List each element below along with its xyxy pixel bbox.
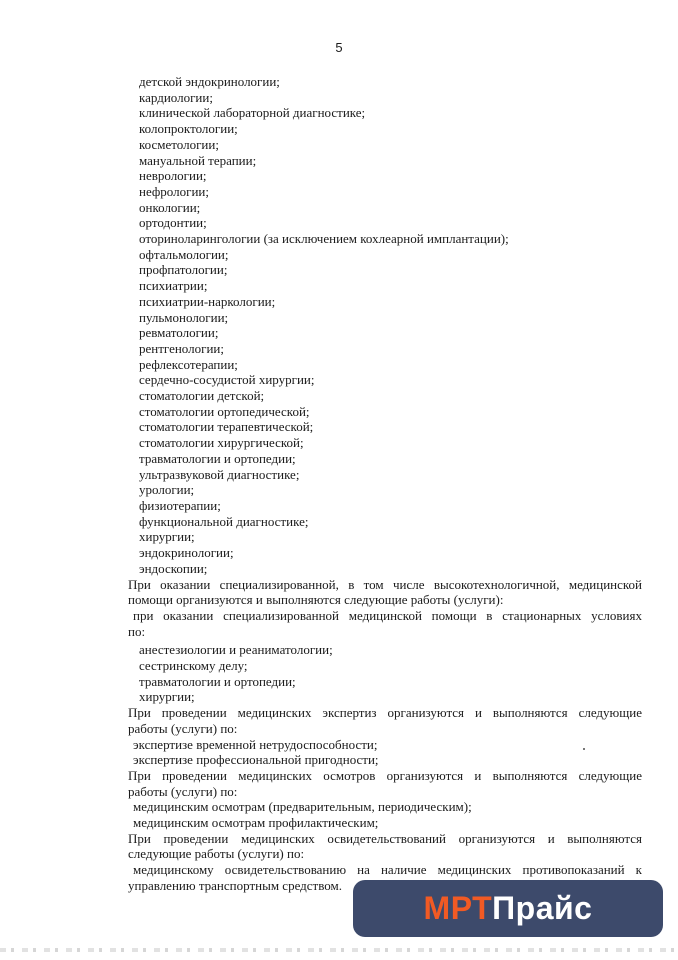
- exams-intro-line-2: работы (услуги) по:: [128, 783, 238, 799]
- specialty-item: онкологии;: [139, 199, 201, 215]
- expertise-item: экспертизе временной нетрудоспособности;: [133, 736, 378, 752]
- specialty-item: офтальмологии;: [139, 246, 229, 262]
- certification-intro-line-2: следующие работы (услуги) по:: [128, 846, 305, 862]
- specialty-item: стоматологии ортопедической;: [139, 403, 310, 419]
- specialty-item: психиатрии-наркологии;: [139, 293, 276, 309]
- specialty-list: [128, 74, 642, 577]
- exams-item: медицинским осмотрам (предварительным, периодическим);: [133, 799, 472, 815]
- specialty-item: эндокринологии;: [139, 545, 234, 561]
- inpatient-item: хирургии;: [139, 689, 195, 705]
- specialty-item: рентгенологии;: [139, 340, 224, 356]
- specialty-item: стоматологии детской;: [139, 388, 265, 404]
- specialized-intro-line-2: помощи организуются и выполняются следующие работы (услуги):: [128, 592, 504, 608]
- certification-item-line-2: управлению транспортным средством.: [128, 877, 343, 893]
- specialized-intro-line-1: При оказании специализированной, в том числе высокотехнологичной, медицинской: [128, 576, 642, 592]
- specialty-item: косметологии;: [139, 136, 219, 152]
- document-body: [128, 74, 642, 894]
- specialty-item: профпатологии;: [139, 262, 228, 278]
- specialty-item: пульмонологии;: [139, 309, 229, 325]
- inpatient-item: травматологии и ортопедии;: [139, 673, 296, 689]
- mrtprice-watermark: [353, 880, 663, 937]
- specialty-item: сердечно-сосудистой хирургии;: [139, 372, 315, 388]
- specialty-item: детской эндокринологии;: [139, 74, 280, 89]
- expertise-intro-line-1: При проведении медицинских экспертиз организуются и выполняются следующие: [128, 705, 642, 721]
- specialty-item: кардиологии;: [139, 89, 213, 105]
- specialty-item: клинической лабораторной диагностике;: [139, 105, 366, 121]
- specialty-item: колопроктологии;: [139, 121, 238, 137]
- exams-item: медицинским осмотрам профилактическим;: [133, 815, 379, 831]
- specialty-item: ортодонтии;: [139, 215, 207, 231]
- exams-intro-line-1: При проведении медицинских осмотров организуются и выполняются следующие: [128, 767, 642, 783]
- specialty-item: мануальной терапии;: [139, 152, 257, 168]
- specialty-item: травматологии и ортопедии;: [139, 450, 296, 466]
- watermark-part-1: МРТ: [423, 890, 493, 926]
- expertise-item: экспертизе профессиональной пригодности;: [133, 752, 379, 768]
- specialty-item: ультразвуковой диагностике;: [139, 466, 300, 482]
- specialty-item: оториноларингологии (за исключением кохлеарной имплантации);: [139, 231, 509, 247]
- scan-speck: [583, 748, 585, 750]
- specialty-item: стоматологии хирургической;: [139, 435, 304, 451]
- specialty-item: хирургии;: [139, 529, 195, 545]
- inpatient-item: анестезиологии и реаниматологии;: [139, 642, 333, 658]
- expertise-intro-line-2: работы (услуги) по:: [128, 720, 238, 736]
- specialty-item: физиотерапии;: [139, 497, 221, 513]
- specialty-item: психиатрии;: [139, 278, 208, 294]
- certification-intro-line-1: При проведении медицинских освидетельствований организуются и выполняются: [128, 830, 642, 846]
- page-number: 5: [335, 40, 343, 55]
- specialty-item: нефрологии;: [139, 183, 209, 199]
- specialty-item: урологии;: [139, 482, 195, 498]
- specialty-item: ревматологии;: [139, 325, 219, 341]
- specialty-item: стоматологии терапевтической;: [139, 419, 314, 435]
- specialty-item: неврологии;: [139, 168, 207, 184]
- certification-item-line-1: медицинскому освидетельствованию на наличие медицинских противопоказаний к: [133, 862, 642, 878]
- scan-edge-noise: [0, 948, 678, 952]
- specialty-item: рефлексотерапии;: [139, 356, 238, 372]
- specialty-item: функциональной диагностике;: [139, 513, 309, 529]
- specialty-item: эндоскопии;: [139, 560, 208, 576]
- watermark-part-2: Прайс: [492, 890, 593, 926]
- inpatient-line-2: по:: [128, 623, 146, 639]
- inpatient-line-1: при оказании специализированной медицинской помощи в стационарных условиях: [133, 607, 642, 623]
- inpatient-item: сестринскому делу;: [139, 658, 248, 674]
